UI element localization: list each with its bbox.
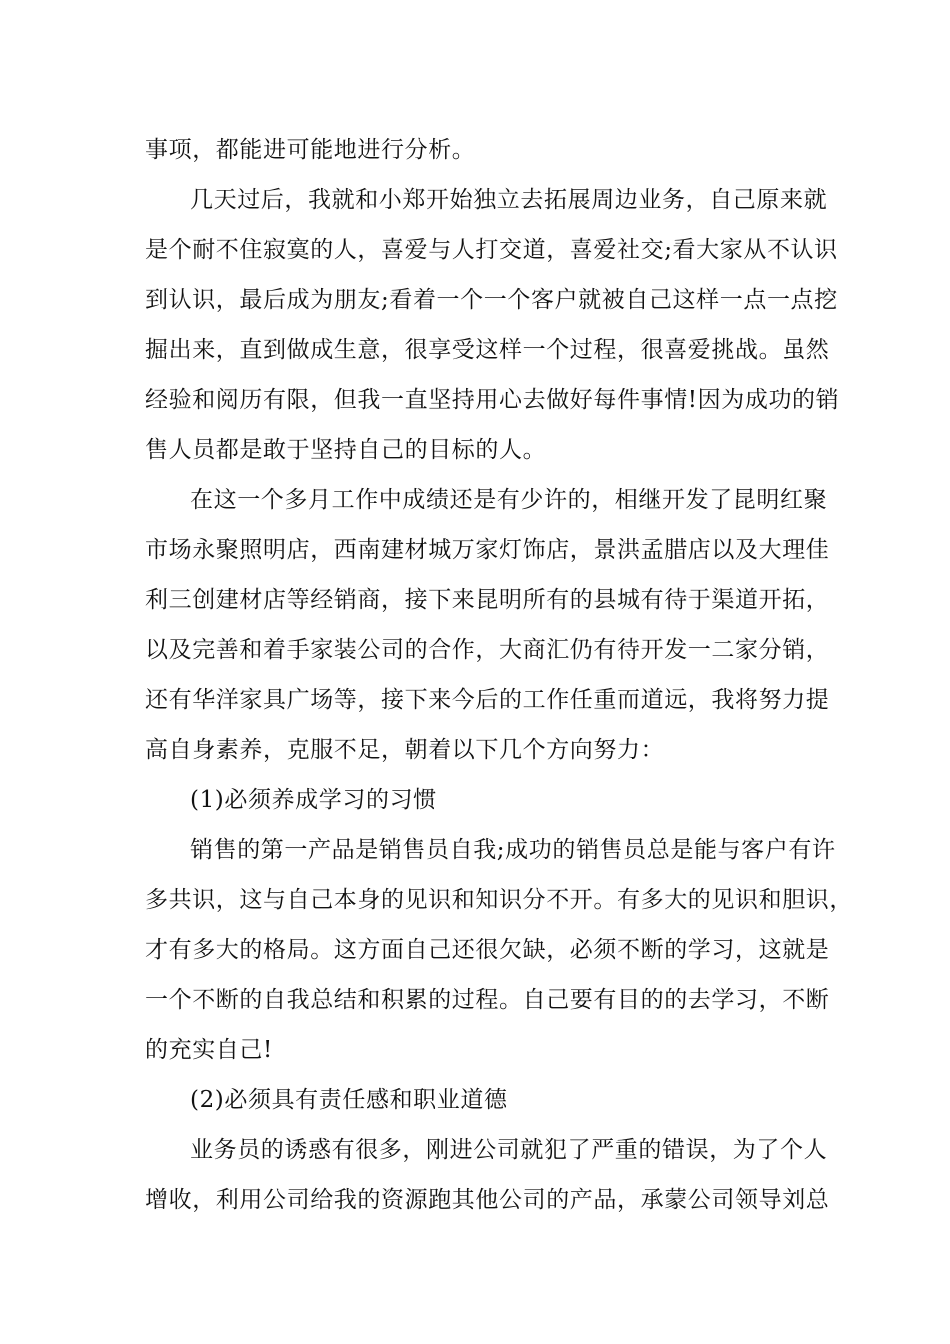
text-line: 市场永聚照明店，西南建材城万家灯饰店，景洪孟腊店以及大理佳 — [145, 537, 830, 563]
text-line: 才有多大的格局。这方面自己还很欠缺，必须不断的学习，这就是 — [145, 937, 830, 963]
text-line: 的充实自己! — [145, 1037, 273, 1063]
text-line: 事项，都能进可能地进行分析。 — [145, 137, 476, 163]
text-line: 是个耐不住寂寞的人，喜爱与人打交道，喜爱社交;看大家从不认识 — [145, 237, 838, 263]
text-line: 多共识，这与自己本身的见识和知识分不开。有多大的见识和胆识， — [145, 887, 853, 913]
text-line: 掘出来，直到做成生意，很享受这样一个过程，很喜爱挑战。虽然 — [145, 337, 830, 363]
paragraph-start: 业务员的诱惑有很多，刚进公司就犯了严重的错误，为了个人 — [190, 1137, 828, 1163]
section-heading: (1)必须养成学习的习惯 — [190, 787, 437, 813]
text-line: 一个不断的自我总结和积累的过程。自己要有目的的去学习，不断 — [145, 987, 830, 1013]
text-line: 还有华洋家具广场等，接下来今后的工作任重而道远，我将努力提 — [145, 687, 830, 713]
paragraph-start: 销售的第一产品是销售员自我;成功的销售员总是能与客户有许 — [190, 837, 836, 863]
section-heading: (2)必须具有责任感和职业道德 — [190, 1087, 508, 1113]
text-line: 售人员都是敢于坚持自己的目标的人。 — [145, 437, 547, 463]
paragraph-start: 在这一个多月工作中成绩还是有少许的，相继开发了昆明红聚 — [190, 487, 828, 513]
text-line: 利三创建材店等经销商，接下来昆明所有的县城有待于渠道开拓， — [145, 587, 830, 613]
text-line: 经验和阅历有限，但我一直坚持用心去做好每件事情!因为成功的销 — [145, 387, 840, 413]
text-line: 增收，利用公司给我的资源跑其他公司的产品，承蒙公司领导刘总 — [145, 1187, 830, 1213]
paragraph-start: 几天过后，我就和小郑开始独立去拓展周边业务，自己原来就 — [190, 187, 828, 213]
text-line: 到认识，最后成为朋友;看着一个一个客户就被自己这样一点一点挖 — [145, 287, 838, 313]
text-line: 以及完善和着手家装公司的合作，大商汇仍有待开发一二家分销， — [145, 637, 830, 663]
text-line: 高自身素养，克服不足，朝着以下几个方向努力： — [145, 737, 665, 763]
